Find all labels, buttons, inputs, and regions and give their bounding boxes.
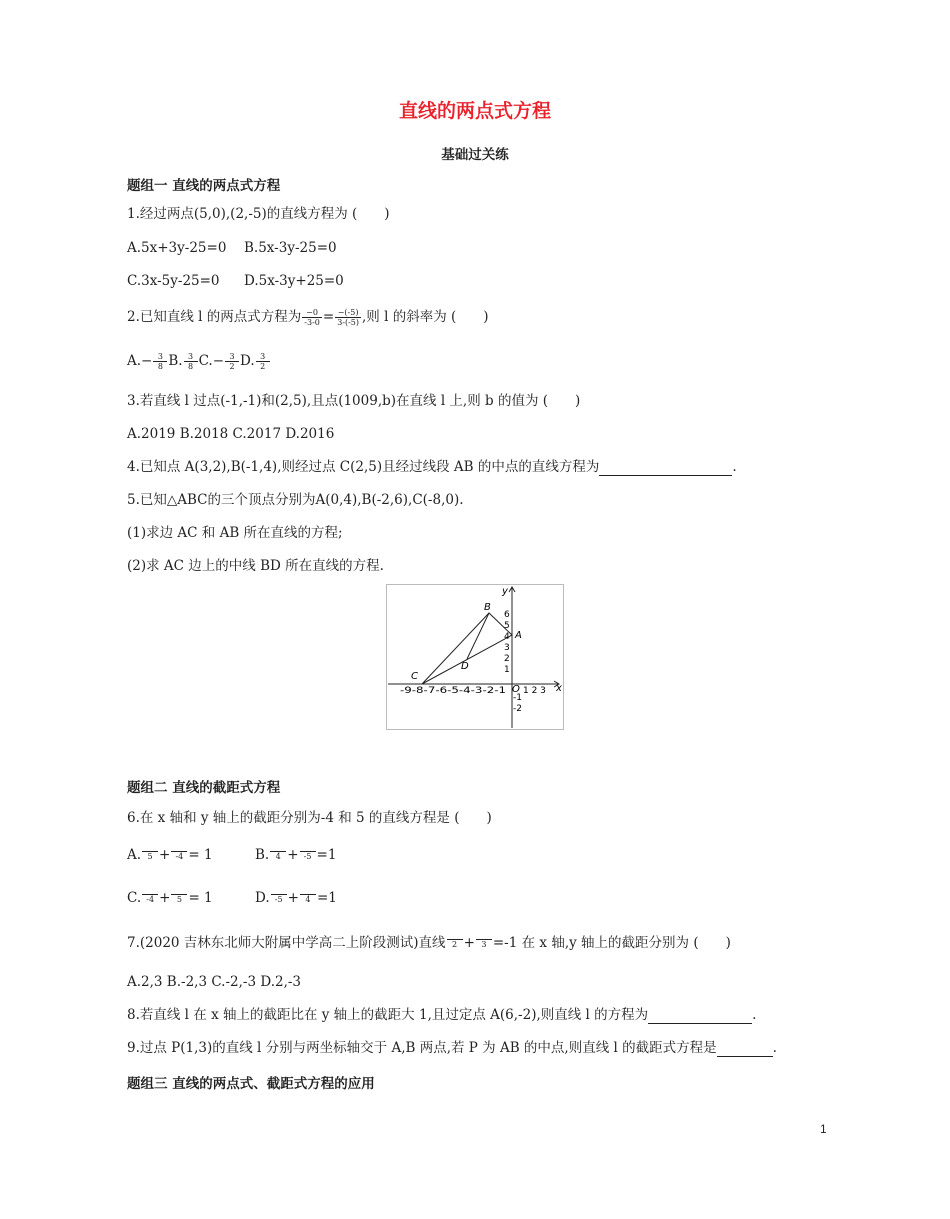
q6-option-a-frac1	[142, 851, 158, 861]
q2-option-b-den: 8	[188, 362, 194, 371]
q2-stem	[127, 308, 489, 327]
q6-option-d-plus: +	[287, 890, 299, 906]
q8-stem	[127, 1006, 756, 1024]
q1-option-b: B.5x-3y-25=0	[244, 240, 337, 256]
q2-option-d-num: 3	[256, 352, 270, 362]
point-b-label: B	[484, 602, 491, 613]
page-number: 1	[820, 1122, 827, 1136]
q2-frac1-denominator: -3-0	[304, 318, 320, 327]
q2-option-d-fraction	[256, 352, 270, 371]
q6-option-b-plus: +	[287, 847, 299, 863]
q2-option-c-num: 3	[225, 352, 239, 362]
q8-answer-blank[interactable]	[648, 1009, 752, 1024]
q6-option-b-frac2	[300, 851, 316, 861]
q2-frac2-numerator: −(-5)	[335, 308, 361, 318]
y-tick-label: 5	[504, 621, 510, 631]
q3-stem: 3.若直线 l 过点(-1,-1)和(2,5),且点(1009,b)在直线 l 上,则 b 的值为 ( )	[127, 393, 581, 409]
point-a-label: A	[515, 630, 522, 641]
group3-heading: 题组三 直线的两点式、截距式方程的应用	[127, 1076, 375, 1092]
y-tick-label: 3	[504, 643, 510, 653]
q7-den2: 3	[481, 939, 487, 949]
q6-option-b-tail: =1	[316, 847, 337, 863]
q4-stem	[127, 458, 737, 476]
q9-stem	[127, 1039, 777, 1057]
q6-option-c-label: C.	[127, 890, 142, 906]
q6-option-c-plus: +	[159, 890, 171, 906]
point-c-label: C	[411, 671, 418, 682]
q6-option-a-plus: +	[159, 847, 171, 863]
q2-option-a-num: 3	[153, 352, 167, 362]
q6-option-d-den1: -5	[274, 894, 283, 904]
q3-options: A.2019 B.2018 C.2017 D.2016	[127, 426, 335, 442]
q6-option-a-den1: 5	[147, 851, 153, 861]
triangle-coordinate-figure	[386, 584, 564, 730]
q7-prefix: 7.(2020 吉林东北师大附属中学高二上阶段测试)直线	[127, 935, 446, 951]
q6-option-d-frac2	[300, 894, 316, 904]
q6-option-d-tail: =1	[316, 890, 337, 906]
q9-end: .	[772, 1040, 777, 1056]
q2-equals: =	[322, 309, 335, 325]
q1-option-a: A.5x+3y-25=0	[127, 240, 227, 256]
q4-end: .	[732, 459, 737, 475]
q6-option-c-frac2	[171, 894, 187, 904]
q5-part1: (1)求边 AC 和 AB 所在直线的方程;	[127, 525, 343, 541]
q9-text: 9.过点 P(1,3)的直线 l 分别与两坐标轴交于 A,B 两点,若 P 为 AB 的中点,则直线 l 的截距式方程是	[127, 1040, 717, 1056]
q6-option-c-frac1	[142, 894, 158, 904]
q7-frac2	[476, 939, 492, 949]
q2-option-b-label: B.	[168, 353, 183, 369]
q6-option-c-den1: -4	[146, 894, 155, 904]
y-tick-label: -1	[513, 693, 522, 703]
q7-plus: +	[463, 935, 475, 951]
q2-option-b-num: 3	[184, 352, 198, 362]
page-title: 直线的两点式方程	[398, 100, 551, 122]
group1-heading: 题组一 直线的两点式方程	[127, 178, 281, 194]
y-tick-label: -2	[513, 704, 522, 714]
q5-part2: (2)求 AC 边上的中线 BD 所在直线的方程.	[127, 558, 384, 574]
q2-fraction-1	[302, 308, 322, 327]
q2-option-c-fraction	[225, 352, 239, 371]
y-tick-label: 2	[504, 654, 510, 664]
q9-answer-blank[interactable]	[717, 1042, 773, 1057]
q6-option-c-den2: 5	[176, 894, 182, 904]
q7-den1: 2	[452, 939, 458, 949]
q2-option-d-label: D.	[240, 353, 255, 369]
q6-option-b-frac1	[270, 851, 286, 861]
q6-option-b-den1: 4	[275, 851, 281, 861]
y-tick-label: 6	[504, 610, 510, 620]
q2-prefix: 2.已知直线 l 的两点式方程为	[127, 309, 302, 325]
y-tick-label: 4	[504, 632, 510, 642]
q2-fraction-2	[335, 308, 361, 327]
section-subtitle: 基础过关练	[441, 147, 509, 163]
q4-text: 4.已知点 A(3,2),B(-1,4),则经过点 C(2,5)且经过线段 AB 的中点的直线方程为	[127, 459, 600, 475]
group2-heading: 题组二 直线的截距式方程	[127, 780, 281, 796]
q6-option-a-label: A.	[127, 847, 142, 863]
q6-option-a-frac2	[171, 851, 187, 861]
q4-answer-blank[interactable]	[599, 461, 732, 476]
q6-option-a-tail: = 1	[188, 847, 213, 863]
q6-option-c	[127, 889, 213, 907]
q2-options	[127, 352, 271, 371]
q8-text: 8.若直线 l 在 x 轴上的截距比在 y 轴上的截距大 1,且过定点 A(6,-2),则直线 l 的方程为	[127, 1007, 649, 1023]
q2-option-c-den: 2	[229, 362, 235, 371]
y-axis-label: y	[502, 586, 508, 597]
q2-frac1-numerator: −0	[302, 308, 322, 318]
q2-frac2-denominator: 3-(-5)	[337, 318, 360, 327]
q6-option-c-tail: = 1	[188, 890, 213, 906]
q7-options: A.2,3 B.-2,3 C.-2,-3 D.2,-3	[127, 974, 302, 990]
q8-end: .	[752, 1007, 757, 1023]
origin-label: O	[512, 684, 520, 695]
q2-option-a-den: 8	[157, 362, 163, 371]
q6-option-b-den2: -5	[303, 851, 312, 861]
q2-option-a-fraction	[153, 352, 167, 371]
q6-option-b-label: B.	[255, 847, 270, 863]
q7-stem	[127, 934, 731, 952]
q2-suffix: ,则 l 的斜率为 ( )	[362, 309, 489, 325]
figure-frame	[387, 585, 564, 730]
y-tick-label: 1	[504, 665, 510, 675]
q7-frac1	[447, 939, 463, 949]
q6-option-d	[255, 889, 337, 907]
x-ticks-positive: 1 2 3	[523, 686, 546, 696]
q6-option-b	[255, 846, 336, 864]
point-d-label: D	[461, 661, 469, 672]
q6-option-a	[127, 846, 213, 864]
q6-stem: 6.在 x 轴和 y 轴上的截距分别为-4 和 5 的直线方程是 ( )	[127, 810, 492, 826]
q6-option-d-label: D.	[255, 890, 270, 906]
q6-option-a-den2: -4	[175, 851, 184, 861]
q7-suffix: =-1 在 x 轴,y 轴上的截距分别为 ( )	[492, 935, 731, 951]
q6-option-d-frac1	[271, 894, 287, 904]
q2-option-c-label: C.−	[198, 353, 225, 369]
q2-option-a-label: A.−	[127, 353, 153, 369]
q2-option-b-fraction	[184, 352, 198, 371]
q1-option-d: D.5x-3y+25=0	[244, 273, 344, 289]
q2-option-d-den: 2	[260, 362, 266, 371]
x-ticks-negative: -9-8-7-6-5-4-3-2-1	[400, 686, 506, 696]
q6-option-d-den2: 4	[305, 894, 311, 904]
q5-stem: 5.已知△ABC的三个顶点分别为A(0,4),B(-2,6),C(-8,0).	[127, 492, 464, 508]
q1-option-c: C.3x-5y-25=0	[127, 273, 220, 289]
q1-stem: 1.经过两点(5,0),(2,-5)的直线方程为 ( )	[127, 206, 390, 222]
x-axis-label: x	[556, 683, 562, 694]
